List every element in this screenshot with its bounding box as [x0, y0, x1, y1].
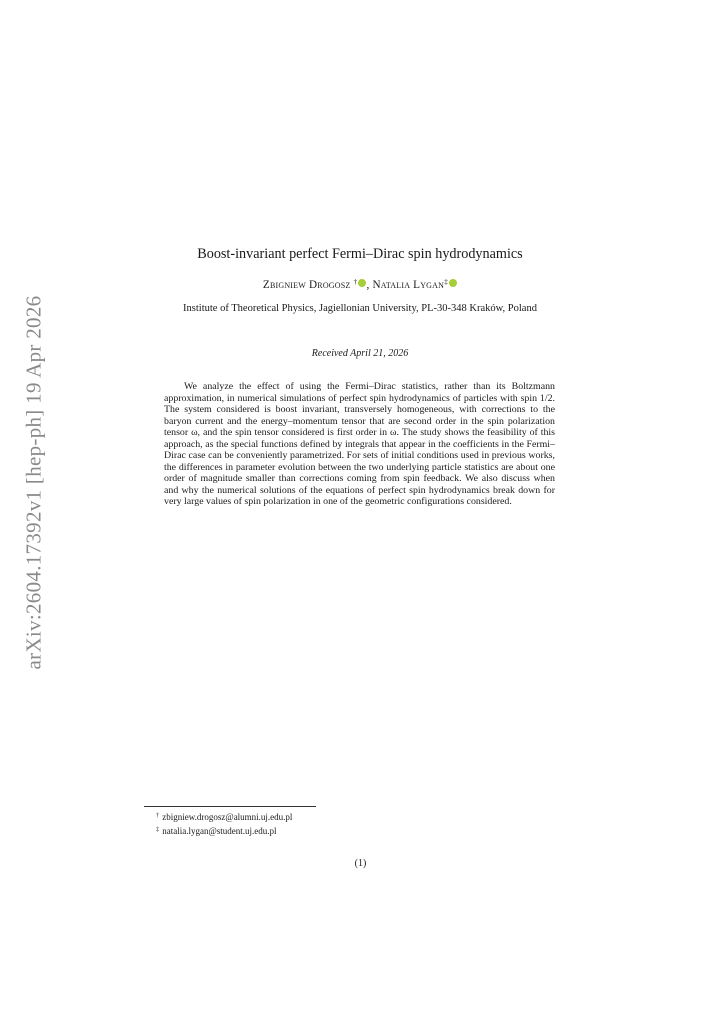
footnote — [156, 810, 292, 824]
affiliation: Institute of Theoretical Physics, Jagiellonian University, PL-30-348 Kraków, Poland — [183, 303, 537, 314]
abstract: We analyze the effect of using the Fermi–Dirac statistics, rather than its Boltzmann approximation, in numerical simulations of perfect spin hydrodynamics of particles with spin 1/2. The system considered is boost invariant, transversely homogeneous, with corrections to the baryon current and the energy–momentum tensor that are second order in the spin polarization tensor ω, and the spin tensor considered is first order in ω. The study shows the feasibility of this approach, as the special functions defined by integrals that appear in the coefficients in the Fermi–Dirac case can be conveniently parametrized. For sets of initial conditions used in previous works, the differences in parameter evolution between the two underlying particle statistics are about one order of magnitude smaller than corrections coming from spin feedback. We also discuss when and why the numerical solutions of the equations of perfect spin hydrodynamics break down for very large values of spin polarization in one of the geometric configurations considered. — [164, 381, 555, 508]
orcid-icon[interactable] — [449, 279, 457, 287]
footnote-mark: ‡ — [156, 825, 160, 833]
arxiv-identifier: arXiv:2604.17392v1 [hep-ph] 19 Apr 2026 — [21, 295, 46, 670]
author-footnote-mark: ‡ — [444, 277, 449, 286]
author-name: Zbigniew Drogosz — [262, 279, 351, 291]
footnote-email[interactable]: natalia.lygan@student.uj.edu.pl — [162, 825, 277, 836]
received-date: Received April 21, 2026 — [311, 348, 409, 359]
page-number: (1) — [354, 858, 367, 869]
footnote-mark: † — [156, 812, 160, 819]
arxiv-sidebar — [16, 290, 52, 675]
author-footnote-mark: † — [353, 277, 358, 286]
footnote-email[interactable]: zbigniew.drogosz@alumni.uj.edu.pl — [162, 812, 293, 822]
footnote-rule — [144, 806, 316, 807]
author-separator: , — [366, 279, 373, 291]
author-list — [140, 277, 580, 291]
author-name: Natalia Lygan — [372, 279, 445, 291]
paper-title: Boost-invariant perfect Fermi–Dirac spin hydrodynamics — [197, 246, 523, 262]
footnotes — [156, 810, 292, 837]
footnote — [156, 824, 292, 838]
